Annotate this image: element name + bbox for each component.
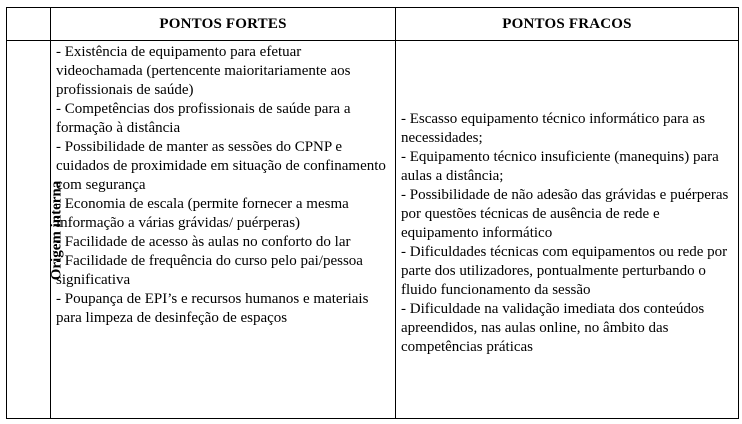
- weakness-item: - Escasso equipamento técnico informático para as necessidades;: [401, 111, 706, 146]
- strengths-cell: [51, 41, 396, 419]
- strength-item: - Poupança de EPI’s e recursos humanos e materiais para limpeza de desinfeção de espaços: [56, 291, 369, 326]
- corner-cell: [7, 8, 51, 41]
- strength-item: - Possibilidade de manter as sessões do CPNP e cuidados de proximidade em situação de confinamento com segurança: [56, 139, 386, 193]
- strength-item: - Competências dos profissionais de saúde para a formação à distância: [56, 101, 351, 136]
- strength-item: - Facilidade de acesso às aulas no conforto do lar: [56, 234, 351, 250]
- strength-item: - Existência de equipamento para efetuar videochamada (pertencente maioritariamente aos profissionais de saúde): [56, 44, 351, 98]
- strengths-header: PONTOS FORTES: [51, 8, 396, 41]
- strength-item: - Economia de escala (permite fornecer a mesma informação a várias grávidas/ puérperas): [56, 196, 349, 231]
- internal-origin-row: [7, 41, 739, 419]
- weakness-item: - Equipamento técnico insuficiente (manequins) para aulas a distância;: [401, 149, 719, 184]
- weakness-item: - Dificuldade na validação imediata dos conteúdos apreendidos, nas aulas online, no âmbito das competências práticas: [401, 301, 705, 355]
- header-row: [7, 8, 739, 41]
- weakness-item: - Dificuldades técnicas com equipamentos ou rede por parte dos utilizadores, pontualmente perturbando o fluido funcionamento da sessão: [401, 244, 728, 298]
- row-label: Origem interna: [48, 180, 65, 280]
- weakness-item: - Possibilidade de não adesão das grávidas e puérperas por questões técnicas de ausência de rede e equipamento informático: [401, 187, 729, 241]
- weaknesses-header: PONTOS FRACOS: [396, 8, 739, 41]
- swot-table: [6, 7, 739, 419]
- weaknesses-cell: [396, 41, 739, 419]
- weaknesses-list: [401, 110, 734, 357]
- strengths-list: [56, 43, 391, 328]
- row-label-cell: [7, 41, 65, 419]
- strength-item: - Facilidade de frequência do curso pelo pai/pessoa significativa: [56, 253, 363, 288]
